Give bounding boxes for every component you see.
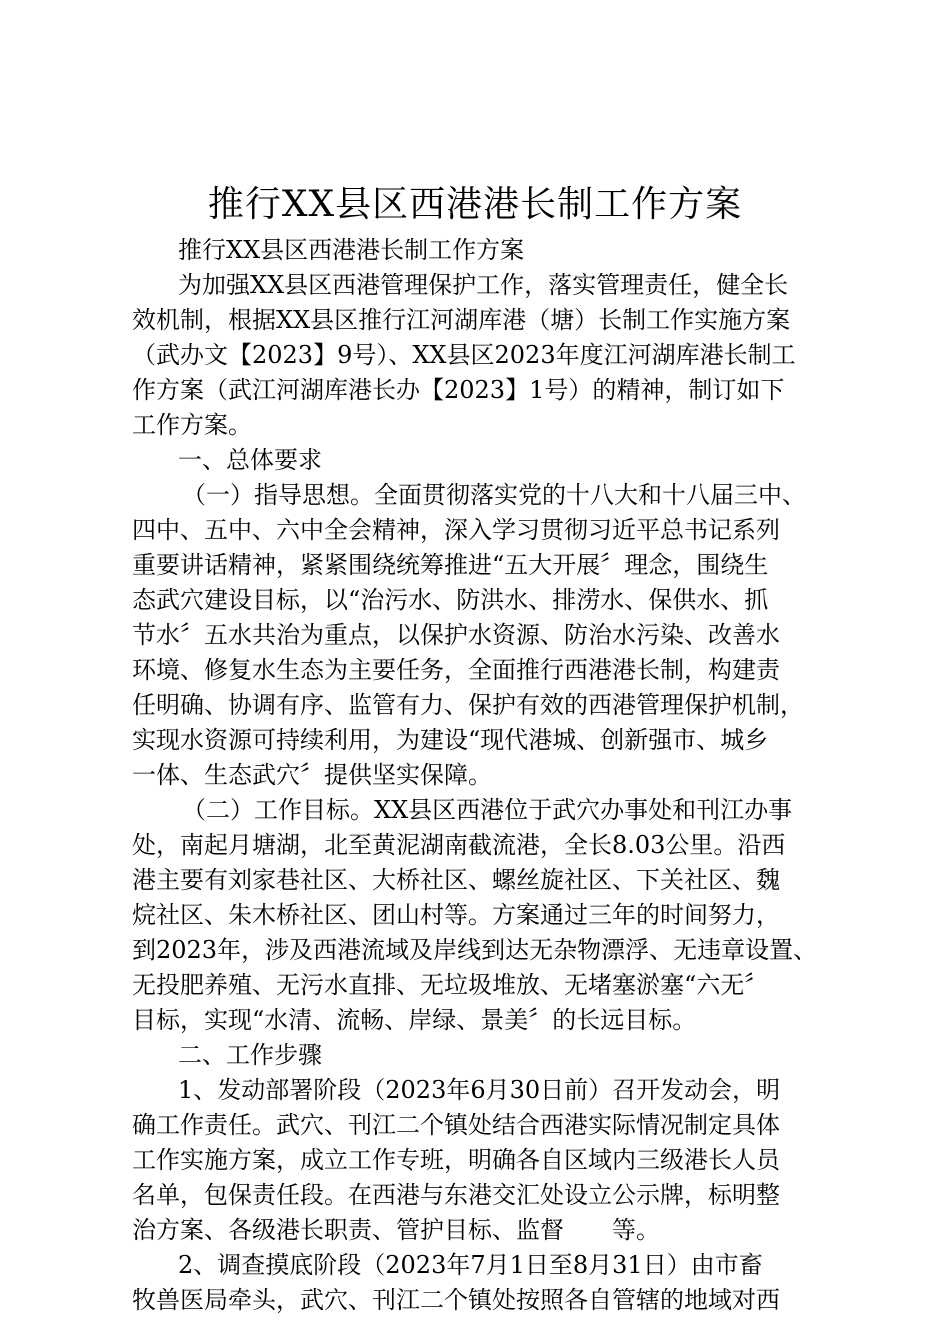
paragraph-line: 重要讲话精神，紧紧围绕统筹推进“五大开展〞理念，围绕生 <box>132 551 769 579</box>
paragraph-line: 港主要有刘家巷社区、大桥社区、螺丝旋社区、下关社区、魏 <box>132 866 780 894</box>
paragraph-line: 烷社区、朱木桥社区、团山村等。方案通过三年的时间努力， <box>132 901 780 929</box>
paragraph-line: 节水〞五水共治为重点，以保护水资源、防治水污染、改善水 <box>132 621 780 649</box>
paragraph-line: （武办文【2023】9号）、XX县区2023年度江河湖库港长制工 <box>132 341 796 369</box>
document-title: 推行XX县区西港港长制工作方案 <box>207 184 743 225</box>
paragraph-line: 为加强XX县区西港管理保护工作，落实管理责任，健全长 <box>178 271 789 299</box>
paragraph-line: 牧兽医局牵头，武穴、刊江二个镇处按照各自管辖的地域对西 <box>132 1286 780 1314</box>
paragraph-line: 到2023年，涉及西港流域及岸线到达无杂物漂浮、无违章设置、 <box>132 936 818 964</box>
paragraph-line: 实现水资源可持续利用，为建设“现代港城、创新强市、城乡 <box>132 726 769 754</box>
paragraph-line: 态武穴建设目标，以“治污水、防洪水、排涝水、保供水、抓 <box>132 586 769 614</box>
document-body <box>132 233 852 1318</box>
paragraph-line: 一体、生态武穴〞提供坚实保障。 <box>132 761 492 789</box>
paragraph-line: 确工作责任。武穴、刊江二个镇处结合西港实际情况制定具体 <box>132 1111 780 1139</box>
paragraph-line: 作方案（武江河湖库港长办【2023】1号）的精神，制订如下 <box>132 376 785 404</box>
subtitle-line: 推行XX县区西港港长制工作方案 <box>178 236 525 264</box>
paragraph-line: （一）指导思想。全面贯彻落实党的十八大和十八届三中、 <box>182 481 806 509</box>
paragraph-line: 处，南起月塘湖，北至黄泥湖南截流港，全长8.03公里。沿西 <box>132 831 786 859</box>
paragraph-line: 工作方案。 <box>132 411 252 439</box>
paragraph-line: 四中、五中、六中全会精神，深入学习贯彻习近平总书记系列 <box>132 516 780 544</box>
paragraph-line: 工作实施方案，成立工作专班，明确各自区域内三级港长人员 <box>132 1146 780 1174</box>
section-heading: 一、总体要求 <box>178 446 322 474</box>
section-heading: 二、工作步骤 <box>178 1041 322 1069</box>
paragraph-line: 2、调查摸底阶段（2023年7月1日至8月31日）由市畜 <box>178 1251 763 1279</box>
paragraph-line: 无投肥养殖、无污水直排、无垃圾堆放、无堵塞淤塞“六无〞 <box>132 971 769 999</box>
paragraph-line: 环境、修复水生态为主要任务，全面推行西港港长制，构建责 <box>132 656 780 684</box>
paragraph-line: 1、发动部署阶段（2023年6月30日前）召开发动会，明 <box>178 1076 781 1104</box>
paragraph-line: 效机制，根据XX县区推行江河湖库港（塘）长制工作实施方案 <box>132 306 791 334</box>
paragraph-line: 任明确、协调有序、监管有力、保护有效的西港管理保护机制， <box>132 691 804 719</box>
paragraph-line: 治方案、各级港长职责、管护目标、监督 等。 <box>132 1216 660 1244</box>
paragraph-line: 名单，包保责任段。在西港与东港交汇处设立公示牌，标明整 <box>132 1181 780 1209</box>
paragraph-line: （二）工作目标。XX县区西港位于武穴办事处和刊江办事 <box>182 796 793 824</box>
paragraph-line: 目标，实现“水清、流畅、岸绿、景美〞的长远目标。 <box>132 1006 697 1034</box>
